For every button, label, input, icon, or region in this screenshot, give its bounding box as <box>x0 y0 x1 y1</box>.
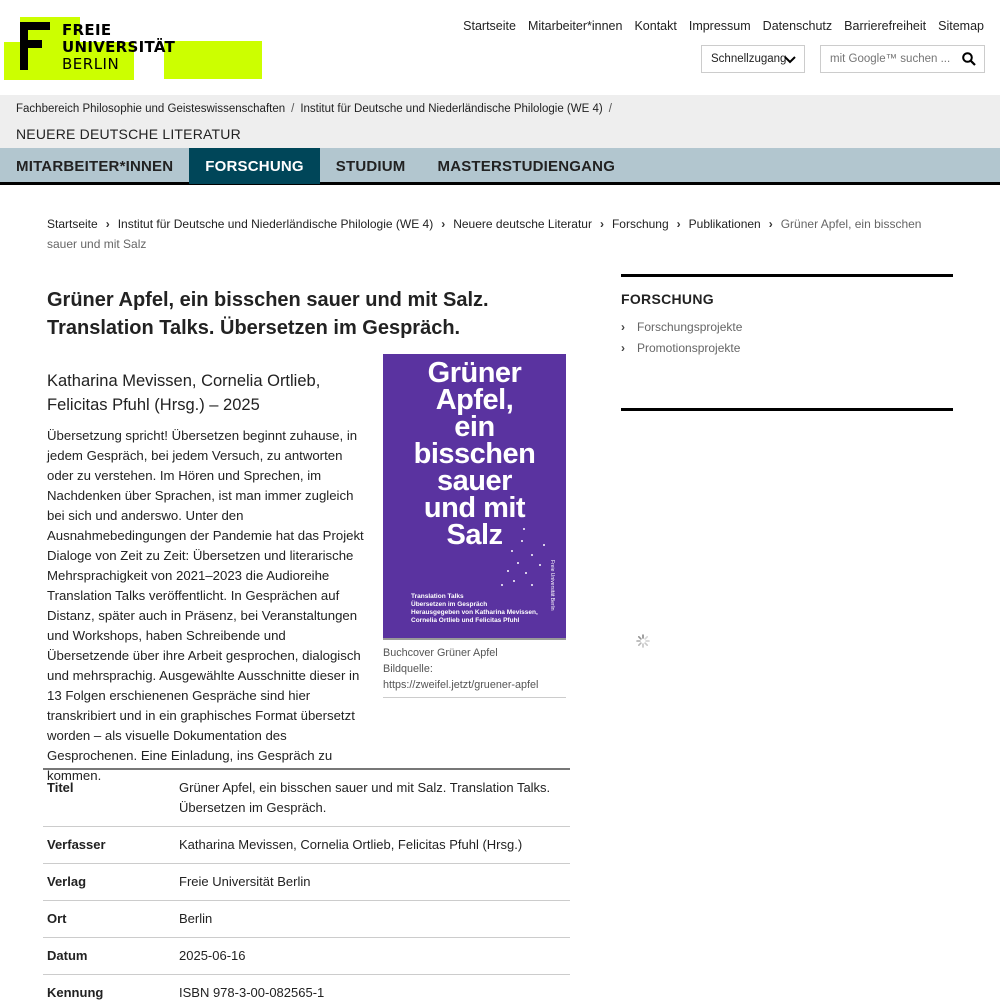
unit-path-separator: / <box>291 103 295 115</box>
table-value: ISBN 978-3-00-082565-1 <box>179 985 325 1000</box>
service-link-startseite[interactable]: Startseite <box>463 19 516 33</box>
cover-subtitle-line: Herausgegeben von Katharina Mevissen, <box>411 609 538 616</box>
nav-item-masterstudiengang[interactable]: MASTERSTUDIENGANG <box>437 158 616 175</box>
cover-subtitle <box>411 593 538 625</box>
service-link-impressum[interactable]: Impressum <box>688 19 751 33</box>
cover-salt-dot <box>507 570 509 572</box>
logo-line-1: FREIE <box>62 21 112 39</box>
page-header <box>0 0 1000 95</box>
cover-salt-dot <box>511 550 513 552</box>
breadcrumb-current: Grüner Apfel, ein bisschen sauer und mit Salz <box>47 217 922 251</box>
sidebar-item-label: Promotionsprojekte <box>637 341 741 355</box>
logo-text <box>62 22 175 73</box>
cover-subtitle-line: Übersetzen im Gespräch <box>411 601 488 608</box>
unit-path-separator: / <box>608 103 612 115</box>
cover-salt-dot <box>531 554 533 556</box>
cover-subtitle-line: Cornelia Ortlieb und Felicitas Pfuhl <box>411 617 520 624</box>
unit-path-bar <box>0 95 1000 148</box>
sidebar-title: FORSCHUNG <box>621 291 714 307</box>
chevron-right-icon: › <box>621 341 625 355</box>
service-link-barrierefreiheit[interactable]: Barrierefreiheit <box>844 19 927 33</box>
cover-salt-dot <box>523 528 525 530</box>
cover-divider <box>383 638 566 640</box>
table-row <box>43 770 570 827</box>
service-link-datenschutz[interactable]: Datenschutz <box>762 19 833 33</box>
logo-line-2: UNIVERSITÄT <box>62 38 176 56</box>
page-title: Grüner Apfel, ein bisschen sauer und mit Salz. Translation Talks. Übersetzen im Gespräch. <box>47 289 489 339</box>
table-row <box>43 938 570 975</box>
table-row <box>43 901 570 938</box>
caption-line: https://zweifel.jetzt/gruener-apfel <box>383 679 539 691</box>
article-body: Übersetzung spricht! Übersetzen beginnt zuhause, in jedem Gespräch, bei jedem Versuch, zu antworten oder zu verstehen. Im Hören und Sprechen, im Nachdenken über Sprachen, ist man immer zugleich bei sich und anderswo. Unter den Ausnahmebedingungen der Pandemie hat das Projekt Dialoge von Zeit zu Zeit: Übersetzen und literarische Mehrsprachigkeit von 2021–2023 die Audioreihe Translation Talks veröffentlicht. In Gesprächen auf Distanz, später auch in Präsenz, bei Veranstaltungen und Workshops, haben Schreibende und Übersetzende über ihre Arbeit gesprochen, dialogisch und mehrsprachig. Ausgewählte Ausschnitte dieser in 13 Folgen erschienenen Gespräche sind hier transkribiert und in ein graphisches Format übersetzt worden – als visuelle Dokumentation des Gesprochenen. Eine Einladung, ins Gespräch zu kommen. <box>47 428 364 783</box>
sidebar-divider <box>621 408 953 411</box>
cover-salt-dot <box>539 564 541 566</box>
unit-path-link[interactable]: Fachbereich Philosophie und Geisteswissenschaften <box>16 103 286 115</box>
service-link-kontakt[interactable]: Kontakt <box>634 19 677 33</box>
service-link-mitarbeiter[interactable]: Mitarbeiter*innen <box>527 19 623 33</box>
cover-salt-dot <box>513 580 515 582</box>
book-cover-image[interactable] <box>383 354 566 640</box>
cover-title <box>383 357 566 551</box>
cover-salt-dot <box>543 544 545 546</box>
table-value: 2025-06-16 <box>179 948 246 963</box>
article-authors: Katharina Mevissen, Cornelia Ortlieb, Felicitas Pfuhl (Hrsg.) – 2025 <box>47 372 321 414</box>
table-value: Berlin <box>179 911 213 926</box>
table-value: Freie Universität Berlin <box>179 874 311 889</box>
main-navigation <box>0 148 1000 185</box>
chevron-right-icon: › <box>676 217 681 231</box>
cover-subtitle-line: Translation Talks <box>411 593 464 600</box>
cover-publisher-vertical: Freie Universität Berlin <box>549 560 555 611</box>
chevron-down-icon <box>784 47 796 74</box>
sidebar-list <box>621 317 953 359</box>
breadcrumb-link[interactable]: Startseite <box>47 217 98 231</box>
quick-access-label: Schnellzugang <box>711 53 787 65</box>
search-box <box>820 45 985 73</box>
chevron-right-icon: › <box>599 217 604 231</box>
table-key: Titel <box>47 780 74 795</box>
cover-title-line: sauer <box>437 465 512 497</box>
breadcrumb-link[interactable]: Forschung <box>611 217 669 231</box>
cover-title-line: und mit <box>423 492 526 524</box>
table-value: Katharina Mevissen, Cornelia Ortlieb, Felicitas Pfuhl (Hrsg.) <box>179 837 523 852</box>
table-key: Kennung <box>47 985 104 1000</box>
table-key: Ort <box>47 911 67 926</box>
service-navigation <box>463 19 984 33</box>
caption-line: Bildquelle: <box>383 663 433 675</box>
unit-path-link[interactable]: Institut für Deutsche und Niederländische Philologie (WE 4) <box>300 103 603 115</box>
table-key: Verfasser <box>47 837 106 852</box>
cover-salt-dot <box>521 540 523 542</box>
sidebar-navigation <box>621 274 953 359</box>
cover-title-line: Grüner <box>427 357 522 389</box>
sidebar-item-label: Forschungsprojekte <box>637 320 743 334</box>
logo-green-block <box>164 41 262 79</box>
nav-item-mitarbeiter[interactable]: MITARBEITER*INNEN <box>16 158 174 175</box>
logo-line-3: BERLIN <box>62 55 120 73</box>
cover-title-line: Apfel, <box>435 384 514 416</box>
service-link-sitemap[interactable]: Sitemap <box>938 19 984 33</box>
loading-spinner-icon <box>636 634 650 648</box>
cover-title-line: Salz <box>446 519 503 551</box>
cover-salt-dot <box>517 562 519 564</box>
table-key: Datum <box>47 948 88 963</box>
table-row <box>43 975 570 1000</box>
table-row <box>43 827 570 864</box>
chevron-right-icon: › <box>621 320 625 334</box>
table-row <box>43 864 570 901</box>
caption-line: Buchcover Grüner Apfel <box>383 647 498 659</box>
logo-mark-icon <box>20 22 50 70</box>
image-caption <box>383 645 566 698</box>
chevron-right-icon: › <box>441 217 446 231</box>
nav-item-forschung[interactable]: FORSCHUNG <box>189 148 319 184</box>
chevron-right-icon: › <box>768 217 773 231</box>
cover-salt-dot <box>501 584 503 586</box>
unit-path <box>16 103 618 115</box>
quick-access-dropdown[interactable] <box>701 45 805 73</box>
cover-salt-dot <box>531 584 533 586</box>
cover-salt-dot <box>525 572 527 574</box>
sidebar-item-forschungsprojekte[interactable] <box>621 317 953 338</box>
cover-title-line: ein <box>454 411 495 443</box>
fu-berlin-logo[interactable] <box>0 12 270 80</box>
table-value: Grüner Apfel, ein bisschen sauer und mit Salz. Translation Talks. Übersetzen im Gespräch. <box>179 780 551 815</box>
search-icon[interactable] <box>962 52 976 66</box>
table-key: Verlag <box>47 874 87 889</box>
sidebar-item-promotionsprojekte[interactable] <box>621 338 953 359</box>
search-input[interactable] <box>821 46 951 72</box>
unit-title[interactable]: NEUERE DEUTSCHE LITERATUR <box>16 126 241 142</box>
breadcrumb <box>47 214 947 254</box>
breadcrumb-link[interactable]: Institut für Deutsche und Niederländische Philologie (WE 4) <box>117 217 434 231</box>
breadcrumb-link[interactable]: Neuere deutsche Literatur <box>453 217 592 231</box>
breadcrumb-link[interactable]: Publikationen <box>688 217 761 231</box>
cover-title-line: bisschen <box>413 438 536 470</box>
publication-metadata-table <box>43 768 570 1000</box>
chevron-right-icon: › <box>105 217 110 231</box>
nav-item-studium[interactable]: STUDIUM <box>335 158 406 175</box>
